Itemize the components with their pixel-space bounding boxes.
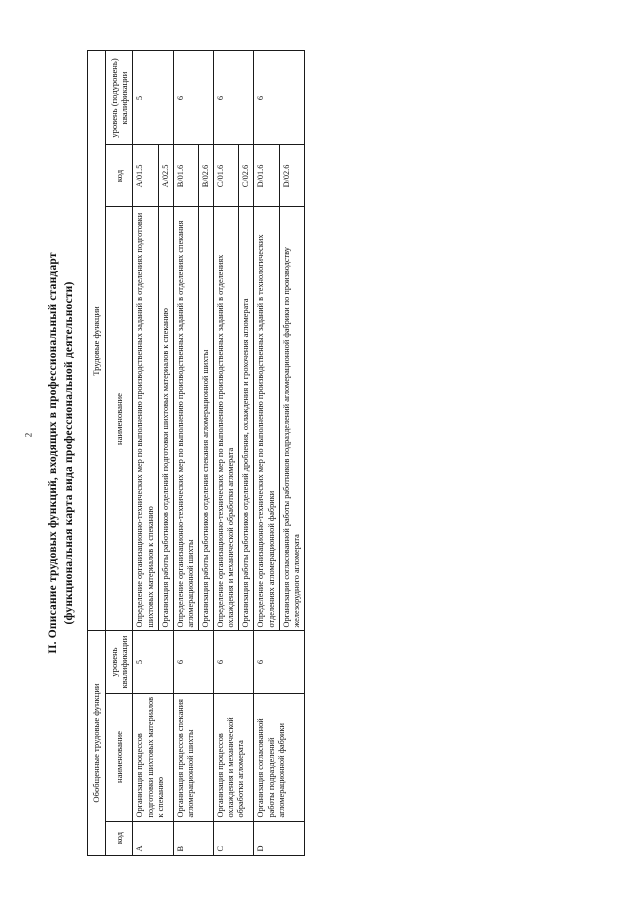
group-name: Организация согласованной работы подразделений агломерационной фабрики xyxy=(254,693,304,821)
tf-code: A/01.5 xyxy=(133,145,158,207)
tf-level: 5 xyxy=(133,50,173,144)
document-page xyxy=(40,33,600,873)
tf-name: Определение организационно-технических мер по выполнению производственных заданий в отделениях подготовки шихтовых материалов к спеканию xyxy=(133,207,158,631)
col-code: код xyxy=(105,821,133,855)
table-row xyxy=(173,50,198,854)
tf-name: Организация работы работников отделений подготовки шихтовых материалов к спеканию xyxy=(158,207,173,631)
group-code: A xyxy=(133,821,173,855)
tf-name: Организация работы работников отделений дробления, охлаждения и грохочения агломерата xyxy=(239,207,254,631)
tf-code: B/01.6 xyxy=(173,145,198,207)
group-name: Организация процессов спекания агломерационной шихты xyxy=(173,693,213,821)
page-title-line-2: (функциональная карта вида профессиональной деятельности) xyxy=(62,281,75,624)
page-title xyxy=(46,33,77,873)
col-tf-name: наименование xyxy=(105,207,133,631)
page-title-line-1: II. Описание трудовых функций, входящих в профессиональный стандарт xyxy=(47,251,59,654)
group-name: Организация процессов подготовки шихтовых материалов к спеканию xyxy=(133,693,173,821)
tf-name: Организация работы работников отделения спекания агломерационной шихты xyxy=(199,207,214,631)
page-number: 2 xyxy=(23,432,34,438)
group-level: 6 xyxy=(254,631,304,693)
tf-name: Определение организационно-технических мер по выполнению производственных заданий в отделениях охлаждения и механической обработки агломерата xyxy=(214,207,239,631)
table-row xyxy=(254,50,279,854)
group-name: Организация процессов охлаждения и механической обработки агломерата xyxy=(214,693,254,821)
tf-name: Организация согласованной работы работников подразделений агломерационной фабрики по производству железорудного агломерата xyxy=(279,207,304,631)
tf-code: C/01.6 xyxy=(214,145,239,207)
group-level: 6 xyxy=(173,631,213,693)
tf-code: D/02.6 xyxy=(279,145,304,207)
table-row xyxy=(133,50,158,854)
tf-code: D/01.6 xyxy=(254,145,279,207)
tf-name: Определение организационно-технических мер по выполнению производственных заданий в отделениях спекания агломерационной шихты xyxy=(173,207,198,631)
tf-level: 6 xyxy=(214,50,254,144)
col-level: уровень квалификации xyxy=(105,631,133,693)
header-labor-functions: Трудовые функции xyxy=(88,50,105,630)
group-level: 6 xyxy=(214,631,254,693)
tf-code: B/02.6 xyxy=(199,145,214,207)
col-tf-code: код xyxy=(105,145,133,207)
table-row xyxy=(214,50,239,854)
group-code: B xyxy=(173,821,213,855)
tf-level: 6 xyxy=(173,50,213,144)
col-tf-level: уровень (подуровень) квалификации xyxy=(105,50,133,144)
group-code: D xyxy=(254,821,304,855)
header-generalized-functions: Обобщенные трудовые функции xyxy=(88,631,105,855)
tf-level: 6 xyxy=(254,50,304,144)
tf-code: C/02.6 xyxy=(239,145,254,207)
tf-code: A/02.5 xyxy=(158,145,173,207)
col-name: наименование xyxy=(105,693,133,821)
table-header-group-row xyxy=(88,50,105,854)
group-level: 5 xyxy=(133,631,173,693)
table-header-columns-row xyxy=(105,50,133,854)
tf-name: Определение организационно-технических мер по выполнению производственных заданий в технологических отделениях агломерационной фабрики xyxy=(254,207,279,631)
group-code: C xyxy=(214,821,254,855)
functions-table xyxy=(87,50,305,855)
